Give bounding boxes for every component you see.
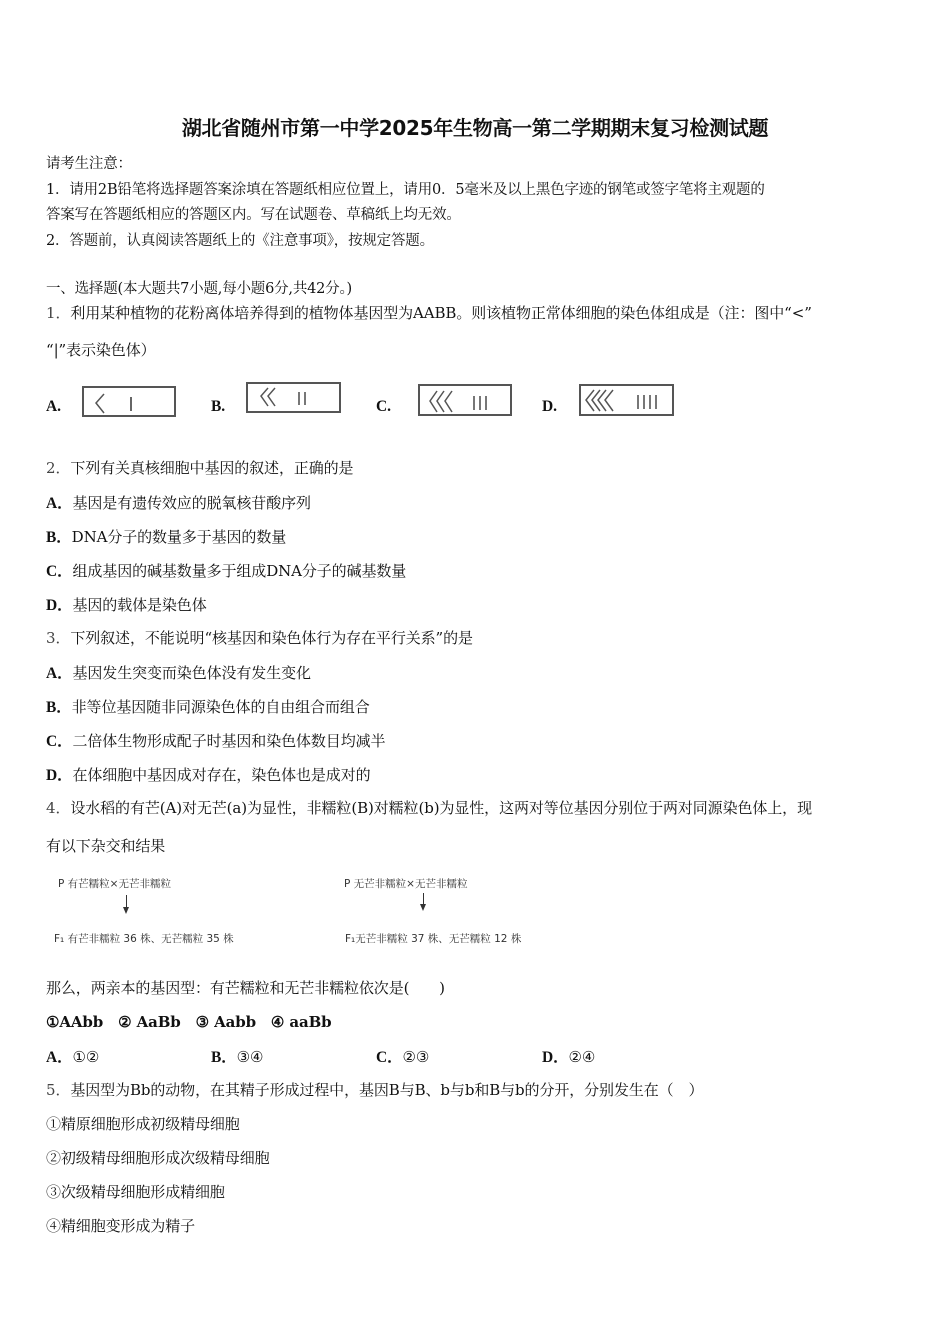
q1-option-d-label[interactable]: D.	[542, 398, 557, 415]
section-heading: 一、选择题(本大题共7小题,每小题6分,共42分。)	[46, 281, 352, 297]
q1-option-b-label[interactable]: B.	[211, 398, 226, 415]
q1-option-b-chromosome-diagram[interactable]	[246, 382, 341, 413]
question-4-stem: 4．设水稻的有芒(A)对无芒(a)为显性，非糯粒(B)对糯粒(b)为显性，这两对等位基因分别位于两对同源染色体上，现	[46, 799, 812, 817]
cross-1-parents: P 有芒糯粒×无芒非糯粒	[58, 878, 171, 890]
q1-option-a-label[interactable]: A.	[46, 398, 61, 415]
notice-heading: 请考生注意：	[46, 156, 132, 172]
question-1-stem: 1．利用某种植物的花粉离体培养得到的植物体基因型为AABB。则该植物正常体细胞的染色体组成是（注：图中“<”	[46, 304, 812, 322]
question-3-stem: 3．下列叙述，不能说明“核基因和染色体行为存在平行关系”的是	[46, 629, 473, 647]
q1-option-a-chromosome-diagram[interactable]	[82, 386, 176, 417]
q4-option-d[interactable]: D．②④	[542, 1048, 596, 1066]
q4-option-c[interactable]: C．②③	[376, 1048, 430, 1066]
question-number: 1．	[46, 304, 71, 322]
chromosome-icon	[84, 388, 178, 419]
chromosome-icon	[248, 384, 343, 415]
chromosome-icon	[581, 386, 676, 418]
q5-item-1: ①精原细胞形成初级精母细胞	[46, 1115, 240, 1133]
q1-option-c-label[interactable]: C.	[376, 398, 391, 415]
q1-option-c-chromosome-diagram[interactable]	[418, 384, 512, 416]
arrow-head-icon	[123, 907, 129, 914]
question-4-genotypes: ①AAbb ② AaBb ③ Aabb ④ aaBb	[46, 1013, 332, 1031]
question-4-stem-cont: 有以下杂交和结果	[46, 837, 166, 855]
notice-line-1: 1．请用2B铅笔将选择题答案涂填在答题纸相应位置上，请用0．5毫米及以上黑色字迹的钢笔或签字笔将主观题的	[46, 182, 765, 198]
q4-option-b[interactable]: B．③④	[211, 1048, 264, 1066]
question-1-stem-cont: “|”表示染色体）	[46, 341, 156, 359]
question-4-followup: 那么，两亲本的基因型：有芒糯粒和无芒非糯粒依次是( )	[46, 979, 445, 997]
cross-1-offspring: F₁ 有芒非糯粒 36 株、无芒糯粒 35 株	[54, 933, 234, 945]
q2-option-a[interactable]: A．基因是有遗传效应的脱氧核苷酸序列	[46, 494, 311, 512]
notice-line-2: 答案写在答题纸相应的答题区内。写在试题卷、草稿纸上均无效。	[46, 207, 461, 223]
q2-option-c[interactable]: C．组成基因的碱基数量多于组成DNA分子的碱基数量	[46, 562, 407, 580]
cross-2-offspring: F₁无芒非糯粒 37 株、无芒糯粒 12 株	[345, 933, 522, 945]
arrow-head-icon	[420, 904, 426, 911]
chromosome-icon	[420, 386, 514, 418]
q1-option-d-chromosome-diagram[interactable]	[579, 384, 674, 416]
question-2-stem: 2．下列有关真核细胞中基因的叙述，正确的是	[46, 459, 354, 477]
q4-option-a[interactable]: A．①②	[46, 1048, 100, 1066]
page-title: 湖北省随州市第一中学2025年生物高一第二学期期末复习检测试题	[181, 116, 769, 140]
q3-option-c[interactable]: C．二倍体生物形成配子时基因和染色体数目均减半	[46, 732, 386, 750]
cross-2-parents: P 无芒非糯粒×无芒非糯粒	[344, 878, 468, 890]
notice-line-3: 2．答题前，认真阅读答题纸上的《注意事项》，按规定答题。	[46, 233, 434, 249]
q5-item-2: ②初级精母细胞形成次级精母细胞	[46, 1149, 270, 1167]
q5-item-3: ③次级精母细胞形成精细胞	[46, 1183, 225, 1201]
q3-option-a[interactable]: A．基因发生突变而染色体没有发生变化	[46, 664, 311, 682]
q2-option-b[interactable]: B．DNA分子的数量多于基因的数量	[46, 528, 287, 546]
q3-option-d[interactable]: D．在体细胞中基因成对存在，染色体也是成对的	[46, 766, 371, 784]
q5-item-4: ④精细胞变形成为精子	[46, 1217, 196, 1235]
q3-option-b[interactable]: B．非等位基因随非同源染色体的自由组合而组合	[46, 698, 370, 716]
q2-option-d[interactable]: D．基因的载体是染色体	[46, 596, 207, 614]
question-5-stem: 5．基因型为Bb的动物，在其精子形成过程中，基因B与B、b与b和B与b的分开，分别发生在（ ）	[46, 1081, 704, 1099]
